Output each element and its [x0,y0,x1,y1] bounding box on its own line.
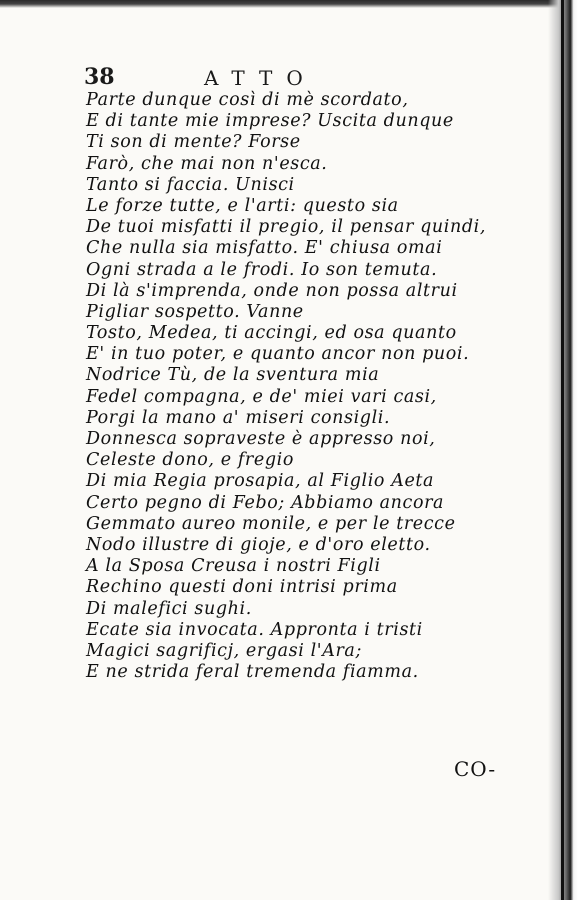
verse-line: Nodrice Tù, de la sventura mia [86,365,380,386]
verse-line: Farò, che mai non n'esca. [86,153,328,174]
verse-line: Fedel compagna, e de' miei vari casi, [86,386,437,407]
verse-line: Parte dunque così di mè scordato, [86,90,409,110]
verse-line: Ecate sia invocata. Appronta i tristi [86,619,423,640]
verse-line: Tosto, Medea, ti accingi, ed osa quanto [86,323,457,344]
verse-block [86,90,486,683]
verse-line: Nodo illustre di gioje, e d'oro eletto. [86,534,431,555]
verse-line: Certo pegno di Febo; Abbiamo ancora [86,492,445,513]
verse-line: Di malefici sughi. [86,598,252,619]
verse-line: Di mia Regia prosapia, al Figlio Aeta [86,471,435,492]
verse-line: E' in tuo poter, e quanto ancor non puoi. [86,344,470,365]
binding-line [561,0,564,900]
verse-line: Che nulla sia misfatto. E' chiusa omai [86,238,443,259]
verse-line: E ne strida feral tremenda fiamma. [86,662,419,683]
verse-line: Gemmato aureo monile, e per le trecce [86,513,456,534]
verse-line: Magici sagrificj, ergasi l'Ara; [86,640,362,661]
verse-line: Donnesca sopraveste è appresso noi, [86,429,436,449]
verse-line: Pigliar sospetto. Vanne [86,301,304,322]
verse-line: Tanto si faccia. Unisci [86,174,295,195]
verse-line: De tuoi misfatti il pregio, il pensar quindi, [86,217,487,238]
verse-line: Le forze tutte, e l'arti: questo sia [86,195,399,216]
verse-line: Rechino questi doni intrisi prima [86,577,398,598]
verse-line: Celeste dono, e fregio [86,450,294,471]
page-number: 38 [84,64,115,90]
running-head: ATTO [204,66,317,90]
verse-line: Di là s'imprenda, onde non possa altrui [86,280,458,301]
verse-line: A la Sposa Creusa i nostri Figli [86,556,381,577]
verse-line: Porgi la mano a' miseri consigli. [86,407,391,428]
catchword: CO- [454,757,497,781]
page-top-shadow [0,0,578,8]
verse-line: Ti son di mente? Forse [86,132,301,153]
verse-line: E di tante mie imprese? Uscita dunque [86,111,454,132]
verse-line: Ogni strada a le frodi. Io son temuta. [86,259,438,280]
